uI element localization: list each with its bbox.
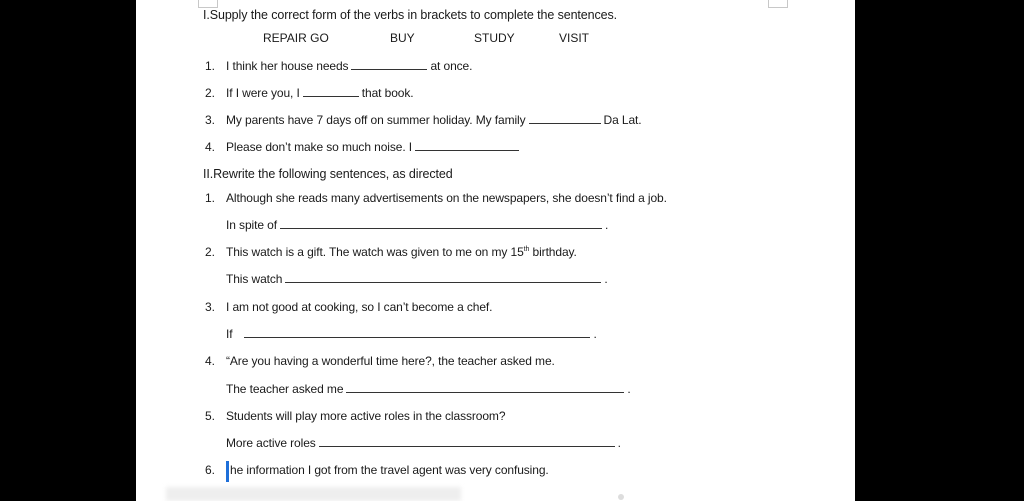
item-sentence: “Are you having a wonderful time here?, the teacher asked me. [226, 354, 555, 368]
answer-blank[interactable] [529, 113, 601, 124]
s2-item-3-prompt [226, 327, 597, 341]
answer-blank[interactable] [319, 436, 615, 447]
s2-item-4-prompt [226, 382, 631, 396]
s2-item-5 [205, 409, 505, 423]
answer-blank[interactable] [244, 327, 590, 338]
worksheet-page [136, 0, 855, 501]
answer-blank[interactable] [351, 59, 427, 70]
item-text: My parents have 7 days off on summer holiday. My family [226, 113, 526, 127]
item-number: 3. [205, 113, 215, 127]
blurred-mark [618, 494, 624, 500]
item-text: Da Lat. [603, 113, 642, 127]
item-sentence: he information I got from the travel agent was very confusing. [230, 463, 549, 477]
page-corner-mark [768, 0, 788, 8]
s2-item-4 [205, 354, 555, 368]
s1-item-2 [205, 86, 413, 100]
item-sentence: I am not good at cooking, so I can’t become a chef. [226, 300, 493, 314]
item-text: at once. [430, 59, 473, 73]
item-sentence: Although she reads many advertisements on the newspapers, she doesn’t find a job. [226, 191, 667, 205]
line-end: . [593, 327, 597, 341]
blurred-next-line [166, 487, 461, 501]
item-text: I think her house needs [226, 59, 349, 73]
s2-item-1 [205, 191, 667, 205]
answer-blank[interactable] [415, 140, 519, 151]
item-text: If I were you, I [226, 86, 300, 100]
item-number: 3. [205, 300, 215, 314]
item-text: that book. [361, 86, 414, 100]
s2-item-3 [205, 300, 492, 314]
item-number: 4. [205, 354, 215, 368]
rewrite-prompt: The teacher asked me [226, 382, 344, 396]
line-end: . [604, 218, 609, 232]
word-bank-item: VISIT [559, 31, 590, 45]
item-number: 5. [205, 409, 215, 423]
s2-item-2-prompt [226, 272, 608, 286]
word-bank [136, 31, 855, 47]
answer-blank[interactable] [280, 218, 602, 229]
answer-blank[interactable] [346, 382, 624, 393]
s2-item-5-prompt [226, 436, 621, 450]
item-number: 2. [205, 86, 215, 100]
item-sentence: birthday. [529, 245, 577, 259]
ordinal-suffix: th [523, 246, 530, 253]
s2-item-1-prompt [226, 218, 608, 232]
answer-blank[interactable] [303, 86, 359, 97]
item-text: Please don’t make so much noise. I [226, 140, 413, 154]
item-number: 4. [205, 140, 215, 154]
section-1-title: I.Supply the correct form of the verbs in brackets to complete the sentences. [203, 8, 618, 22]
item-number: 1. [205, 59, 215, 73]
s1-item-1 [205, 59, 472, 73]
item-sentence: This watch is a gift. The watch was given to me on my 15 [226, 245, 524, 259]
section-2-title: II.Rewrite the following sentences, as directed [203, 167, 453, 181]
line-end: . [627, 382, 631, 396]
answer-blank[interactable] [285, 272, 601, 283]
word-bank-item: BUY [390, 31, 415, 45]
rewrite-prompt: More active roles [226, 436, 316, 450]
rewrite-prompt: If [226, 327, 233, 341]
item-number: 6. [205, 463, 215, 477]
page-corner-mark [198, 0, 218, 8]
item-number: 1. [205, 191, 215, 205]
word-bank-item: REPAIR GO [263, 31, 329, 45]
word-bank-item: STUDY [474, 31, 515, 45]
item-number: 2. [205, 245, 215, 259]
rewrite-prompt: This watch [226, 272, 283, 286]
text-cursor [226, 461, 229, 482]
s1-item-3 [205, 113, 642, 127]
rewrite-prompt: In spite of [226, 218, 277, 232]
s2-item-2 [205, 245, 577, 259]
line-end: . [617, 436, 621, 450]
line-end: . [604, 272, 608, 286]
s2-item-6 [205, 463, 549, 477]
s1-item-4 [205, 140, 522, 154]
item-sentence: Students will play more active roles in the classroom? [226, 409, 506, 423]
